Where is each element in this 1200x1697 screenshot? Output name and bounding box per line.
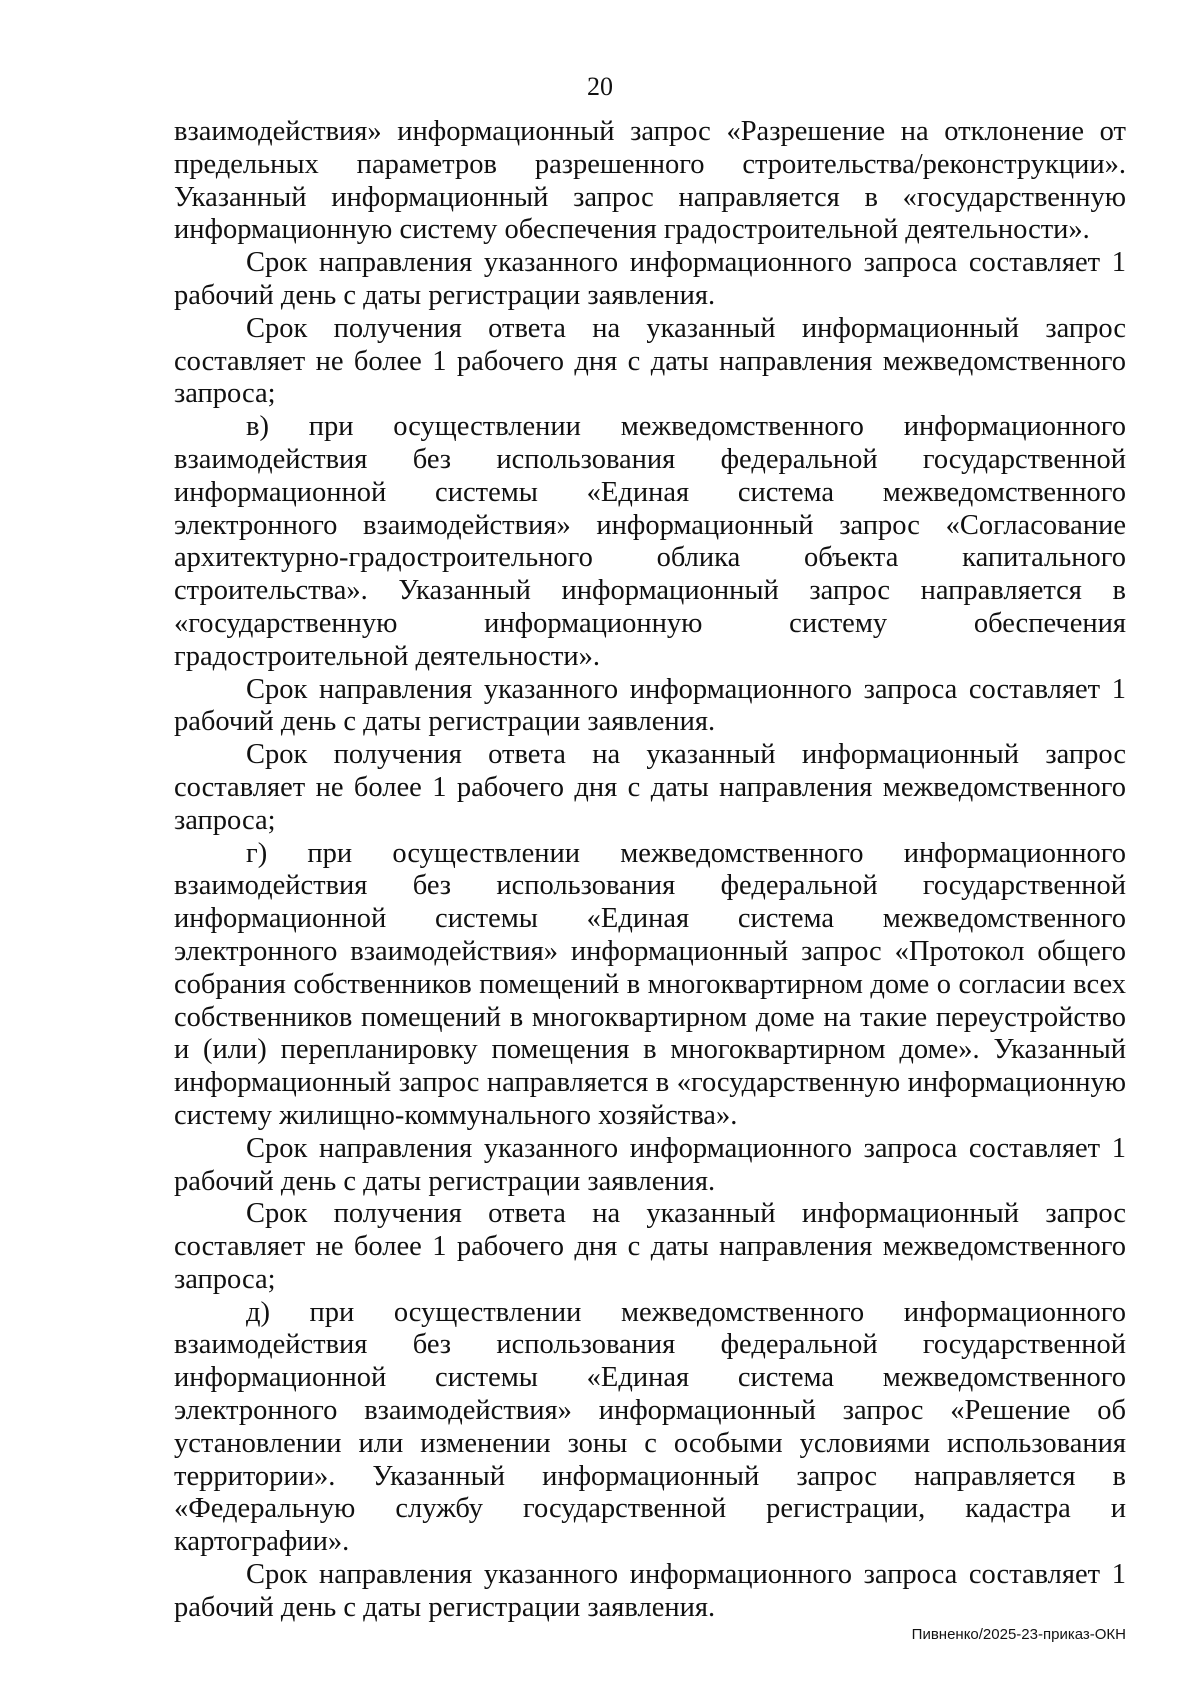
paragraph-deadline-send: Срок направления указанного информационного запроса составляет 1 рабочий день с даты регистрации заявления. <box>174 1132 1126 1197</box>
paragraph-continuation: взаимодействия» информационный запрос «Разрешение на отклонение от предельных параметров разрешенного строительства/реконструкции». Указанный информационный запрос направляется в «государственную информационную систему обеспечения градостроительной деятельности». <box>174 116 1126 246</box>
paragraph-item-v: в) при осуществлении межведомственного информационного взаимодействия без использования федеральной государственной информационной системы «Единая система межведомственного электронного взаимодействия» информационный запрос «Согласование архитектурно-градостроительного облика объекта капитального строительства». Указанный информационный запрос направляется в «государственную информационную систему обеспечения градостроительной деятельности». <box>174 411 1126 672</box>
paragraph-deadline-send: Срок направления указанного информационного запроса составляет 1 рабочий день с даты регистрации заявления. <box>174 1559 1126 1623</box>
document-id-footer: Пивненко/2025-23-приказ-ОКН <box>911 1626 1126 1643</box>
paragraph-item-g: г) при осуществлении межведомственного информационного взаимодействия без использования федеральной государственной информационной системы «Единая система межведомственного электронного взаимодействия» информационный запрос «Протокол общего собрания собственников помещений в многоквартирном доме о согласии всех собственников помещений в многоквартирном доме на такие переустройство и (или) перепланировку помещения в многоквартирном доме». Указанный информационный запрос направляется в «государственную информационную систему жилищно-коммунального хозяйства». <box>174 837 1126 1131</box>
page-number: 20 <box>587 72 613 101</box>
paragraph-deadline-send: Срок направления указанного информационного запроса составляет 1 рабочий день с даты регистрации заявления. <box>174 247 1126 311</box>
paragraph-deadline-reply: Срок получения ответа на указанный информационный запрос составляет не более 1 рабочего дня с даты направления межведомственного запроса; <box>174 312 1126 410</box>
paragraph-deadline-reply: Срок получения ответа на указанный информационный запрос составляет не более 1 рабочего дня с даты направления межведомственного запроса; <box>174 739 1126 836</box>
document-body <box>174 116 1126 1625</box>
paragraph-item-d: д) при осуществлении межведомственного информационного взаимодействия без использования федеральной государственной информационной системы «Единая система межведомственного электронного взаимодействия» информационный запрос «Решение об установлении или изменении зоны с особыми условиями использования территории». Указанный информационный запрос направляется в «Федеральную службу государственной регистрации, кадастра и картографии». <box>174 1296 1126 1558</box>
paragraph-deadline-reply: Срок получения ответа на указанный информационный запрос составляет не более 1 рабочего дня с даты направления межведомственного запроса; <box>174 1198 1126 1295</box>
paragraph-deadline-send: Срок направления указанного информационного запроса составляет 1 рабочий день с даты регистрации заявления. <box>174 673 1126 738</box>
